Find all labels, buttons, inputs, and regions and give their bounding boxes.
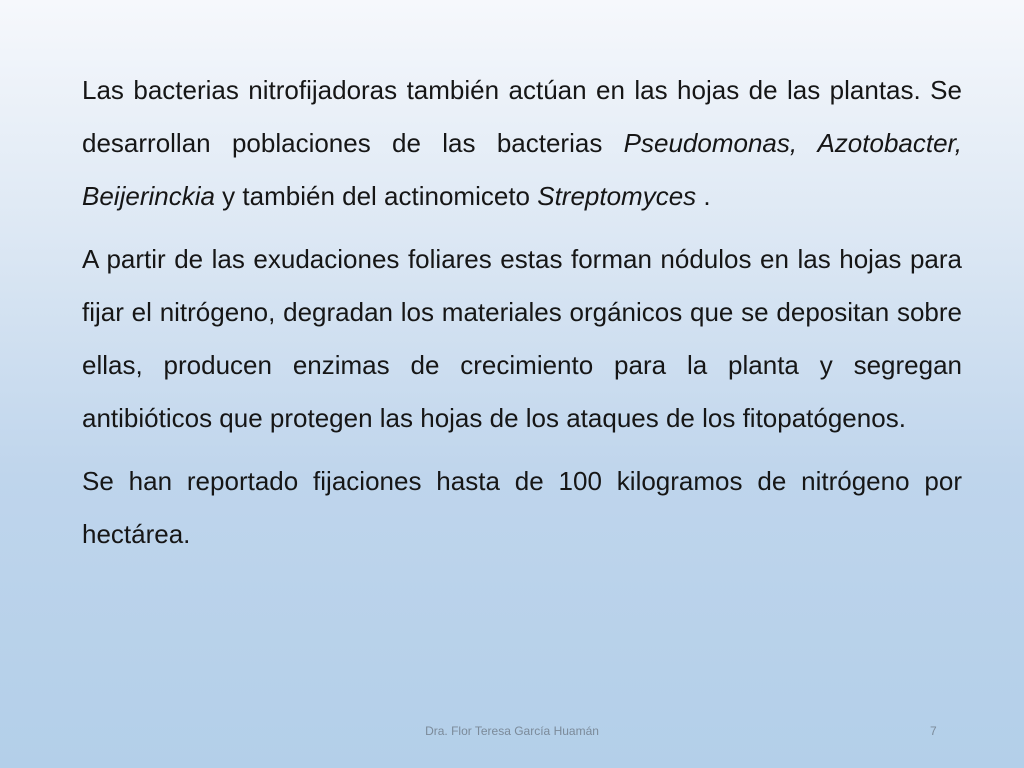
paragraph-1-text-a: Las bacterias nitrofijadoras también actúan en las hojas de las plantas. Se desarrollan poblaciones de las bacterias <box>82 75 962 158</box>
paragraph-1-text-b: y también del actinomiceto <box>214 181 538 211</box>
paragraph-1-text-c: . <box>696 181 711 211</box>
paragraph-2: A partir de las exudaciones foliares estas forman nódulos en las hojas para fijar el nitrógeno, degradan los materiales orgánicos que se depositan sobre ellas, producen enzimas de crecimiento para la planta y segregan antibióticos que protegen las hojas de los ataques de los fitopatógenos. <box>82 244 962 433</box>
paragraph-3: Se han reportado fijaciones hasta de 100 kilogramos de nitrógeno por hectárea. <box>82 466 962 549</box>
footer-page-number: 7 <box>930 724 937 738</box>
actinomycete-genus-italic: Streptomyces <box>537 181 697 211</box>
paragraph-1 <box>82 64 962 223</box>
slide-body <box>82 64 962 571</box>
bacteria-genera-italic: Pseudomonas, Azotobacter, Beijerinckia <box>82 128 962 211</box>
footer-author: Dra. Flor Teresa García Huamán <box>425 724 599 738</box>
